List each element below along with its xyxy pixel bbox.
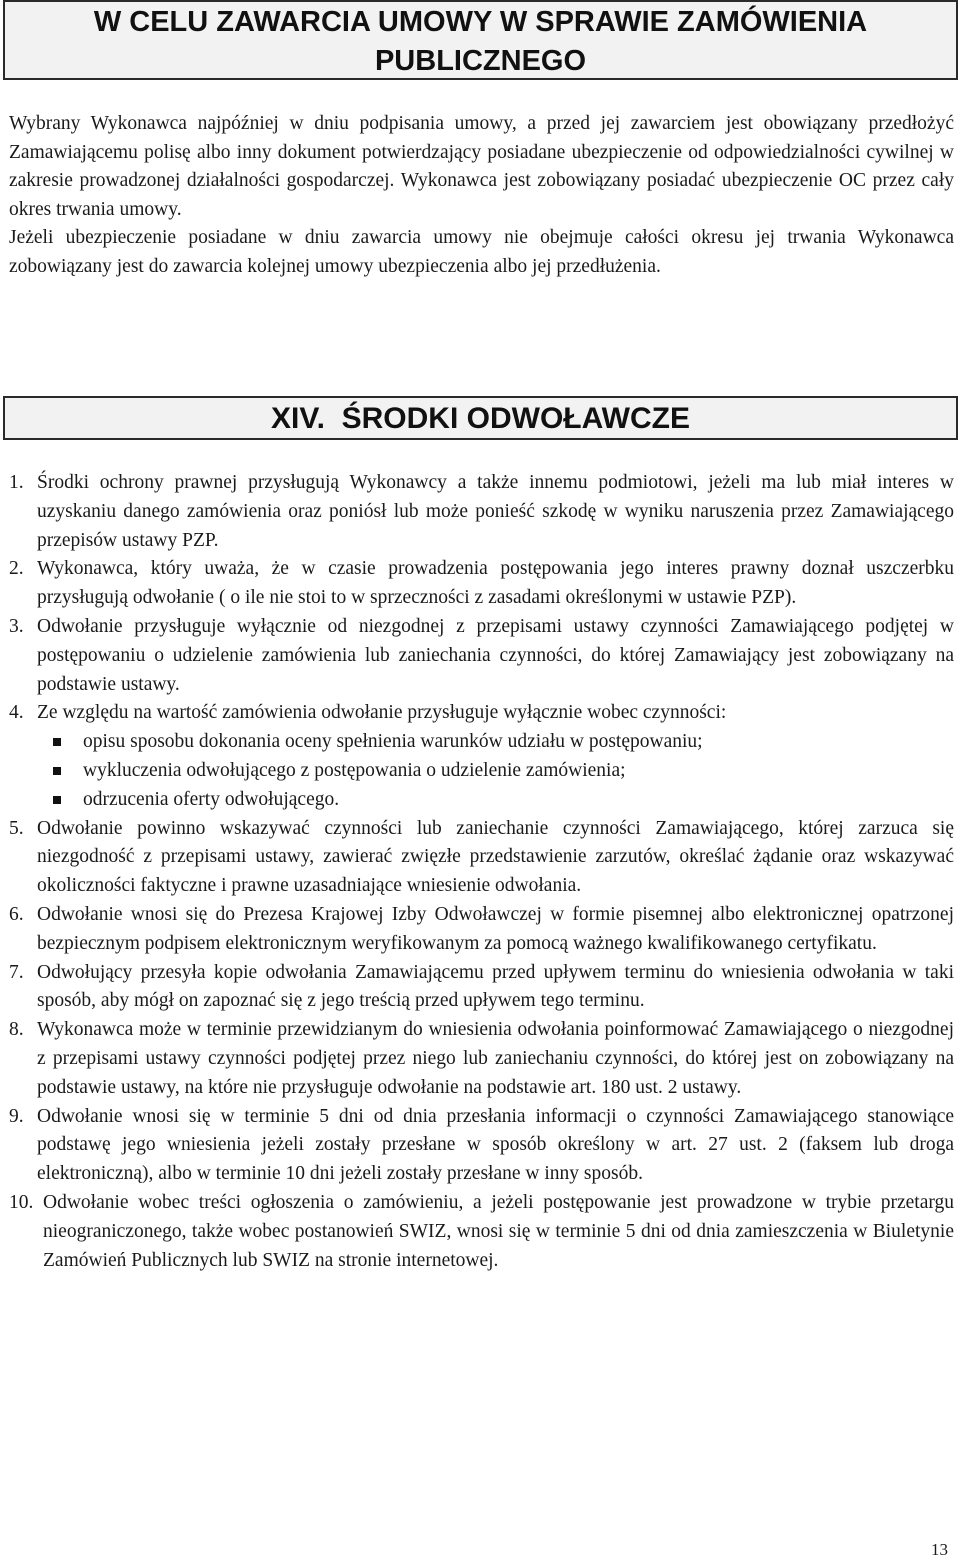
intro-text: [9, 110, 954, 281]
item-number: 3.: [9, 615, 24, 637]
list-item: [9, 901, 954, 959]
bullet-list: [9, 728, 954, 814]
section-title: XIV. ŚRODKI ODWOŁAWCZE: [271, 402, 690, 435]
item-number: 2.: [9, 558, 24, 580]
item-text: Ze względu na wartość zamówienia odwołanie przysługuje wyłącznie wobec czynności:: [37, 702, 727, 724]
item-text: Środki ochrony prawnej przysługują Wykonawcy a także innemu podmiotowi, jeżeli ma lub miał interes w uzyskaniu danego zamówienia oraz poniósł lub może ponieść szkodę w wyniku naruszenia przez Zamawiającego przepisów ustawy PZP.: [37, 472, 954, 551]
section-title-box: [3, 396, 958, 440]
item-number: 8.: [9, 1019, 24, 1041]
list-item: [9, 1103, 954, 1189]
list-item: [9, 555, 954, 613]
list-item: [9, 469, 954, 555]
item-text: Odwołujący przesyła kopie odwołania Zamawiającemu przed upływem terminu do wniesienia odwołania w taki sposób, aby mógł on zapoznać się z jego treścią przed upływem tego terminu.: [37, 961, 954, 1012]
square-bullet-icon: [53, 767, 61, 775]
item-text: Odwołanie wnosi się w terminie 5 dni od dnia przesłania informacji o czynności Zamawiającego stanowiące podstawę jego wniesienia jeżeli zostały przesłane w sposób określony w art. 27 ust. 2 (faksem lub droga elektroniczną), albo w terminie 10 dni jeżeli zostały przesłane w inny sposób.: [37, 1105, 954, 1185]
remedies-list: [9, 469, 954, 1275]
page-number: 13: [931, 1540, 948, 1559]
list-item: [9, 1189, 954, 1275]
bullet-text: opisu sposobu dokonania oceny spełnienia warunków udziału w postępowaniu;: [83, 731, 703, 753]
section-heading-box: [3, 0, 958, 80]
heading-line-1: W CELU ZAWARCIA UMOWY W SPRAWIE ZAMÓWIENIA: [93, 6, 868, 38]
bullet-item: [9, 786, 954, 815]
list-item: [9, 815, 954, 901]
item-number: 10.: [9, 1191, 34, 1213]
item-text: Odwołanie przysługuje wyłącznie od niezgodnej z przepisami ustawy czynności Zamawiającego podjętej w postępowaniu o udzielenie zamówienia lub zaniechania czynności, do której Zamawiający jest zobowiązany na podstawie ustawy.: [37, 615, 954, 695]
list-item: [9, 699, 954, 728]
square-bullet-icon: [53, 738, 61, 746]
item-number: 1.: [9, 472, 24, 493]
list-item: [9, 613, 954, 699]
item-text: Wykonawca, który uważa, że w czasie prowadzenia postępowania jego interes prawny doznał uszczerbku przysługują odwołanie ( o ile nie stoi to w sprzeczności z zasadami określonymi w ustawie PZP).: [37, 558, 954, 609]
bullet-text: wykluczenia odwołującego z postępowania o udzielenie zamówienia;: [83, 759, 626, 781]
item-number: 5.: [9, 817, 24, 839]
item-number: 4.: [9, 702, 24, 724]
bullet-item: [9, 728, 954, 757]
list-item: [9, 959, 954, 1017]
bullet-item: [9, 757, 954, 786]
square-bullet-icon: [53, 796, 61, 804]
item-text: Odwołanie wobec treści ogłoszenia o zamówieniu, a jeżeli postępowanie jest prowadzone w trybie przetargu nieograniczonego, także wobec postanowień SWIZ, wnosi się w terminie 5 dni od dnia zamieszczenia w Biuletynie Zamówień Publicznych lub SWIZ na stronie internetowej.: [43, 1191, 954, 1271]
item-text: Wykonawca może w terminie przewidzianym do wniesienia odwołania poinformować Zamawiającego o niezgodnej z przepisami ustawy czynności podjętej przez niego lub zaniechaniu czynności, do której jest on zobowiązany na podstawie ustawy, na które nie przysługuje odwołanie na podstawie art. 180 ust. 2 ustawy.: [37, 1019, 954, 1098]
heading-line-2: PUBLICZNEGO: [374, 45, 587, 77]
item-number: 6.: [9, 903, 24, 925]
item-text: Odwołanie powinno wskazywać czynności lub zaniechanie czynności Zamawiającego, której zarzuca się niezgodność z przepisami ustawy, zawierać zwięzłe przedstawienie zarzutów, określać żądanie oraz wskazywać okoliczności faktyczne i prawne uzasadniające wniesienie odwołania.: [37, 817, 954, 897]
list-item: [9, 1016, 954, 1102]
intro-paragraph-1: Wybrany Wykonawca najpóźniej w dniu podpisania umowy, a przed jej zawarciem jest obowiązany przedłożyć Zamawiającemu polisę albo inny dokument potwierdzający posiadane ubezpieczenie od odpowiedzialności cywilnej w zakresie prowadzonej działalności gospodarczej. Wykonawca jest zobowiązany posiadać ubezpieczenie OC przez cały okres trwania umowy.: [9, 113, 954, 220]
intro-paragraph-2: Jeżeli ubezpieczenie posiadane w dniu zawarcia umowy nie obejmuje całości okresu jej trwania Wykonawca zobowiązany jest do zawarcia kolejnej umowy ubezpieczenia albo jej przedłużenia.: [9, 227, 954, 277]
bullet-text: odrzucenia oferty odwołującego.: [83, 788, 340, 810]
item-number: 7.: [9, 961, 24, 983]
item-text: Odwołanie wnosi się do Prezesa Krajowej Izby Odwoławczej w formie pisemnej albo elektronicznej opatrzonej bezpiecznym podpisem elektronicznym weryfikowanym za pomocą ważnego kwalifikowanego certyfikatu.: [37, 903, 954, 954]
item-number: 9.: [9, 1105, 24, 1127]
